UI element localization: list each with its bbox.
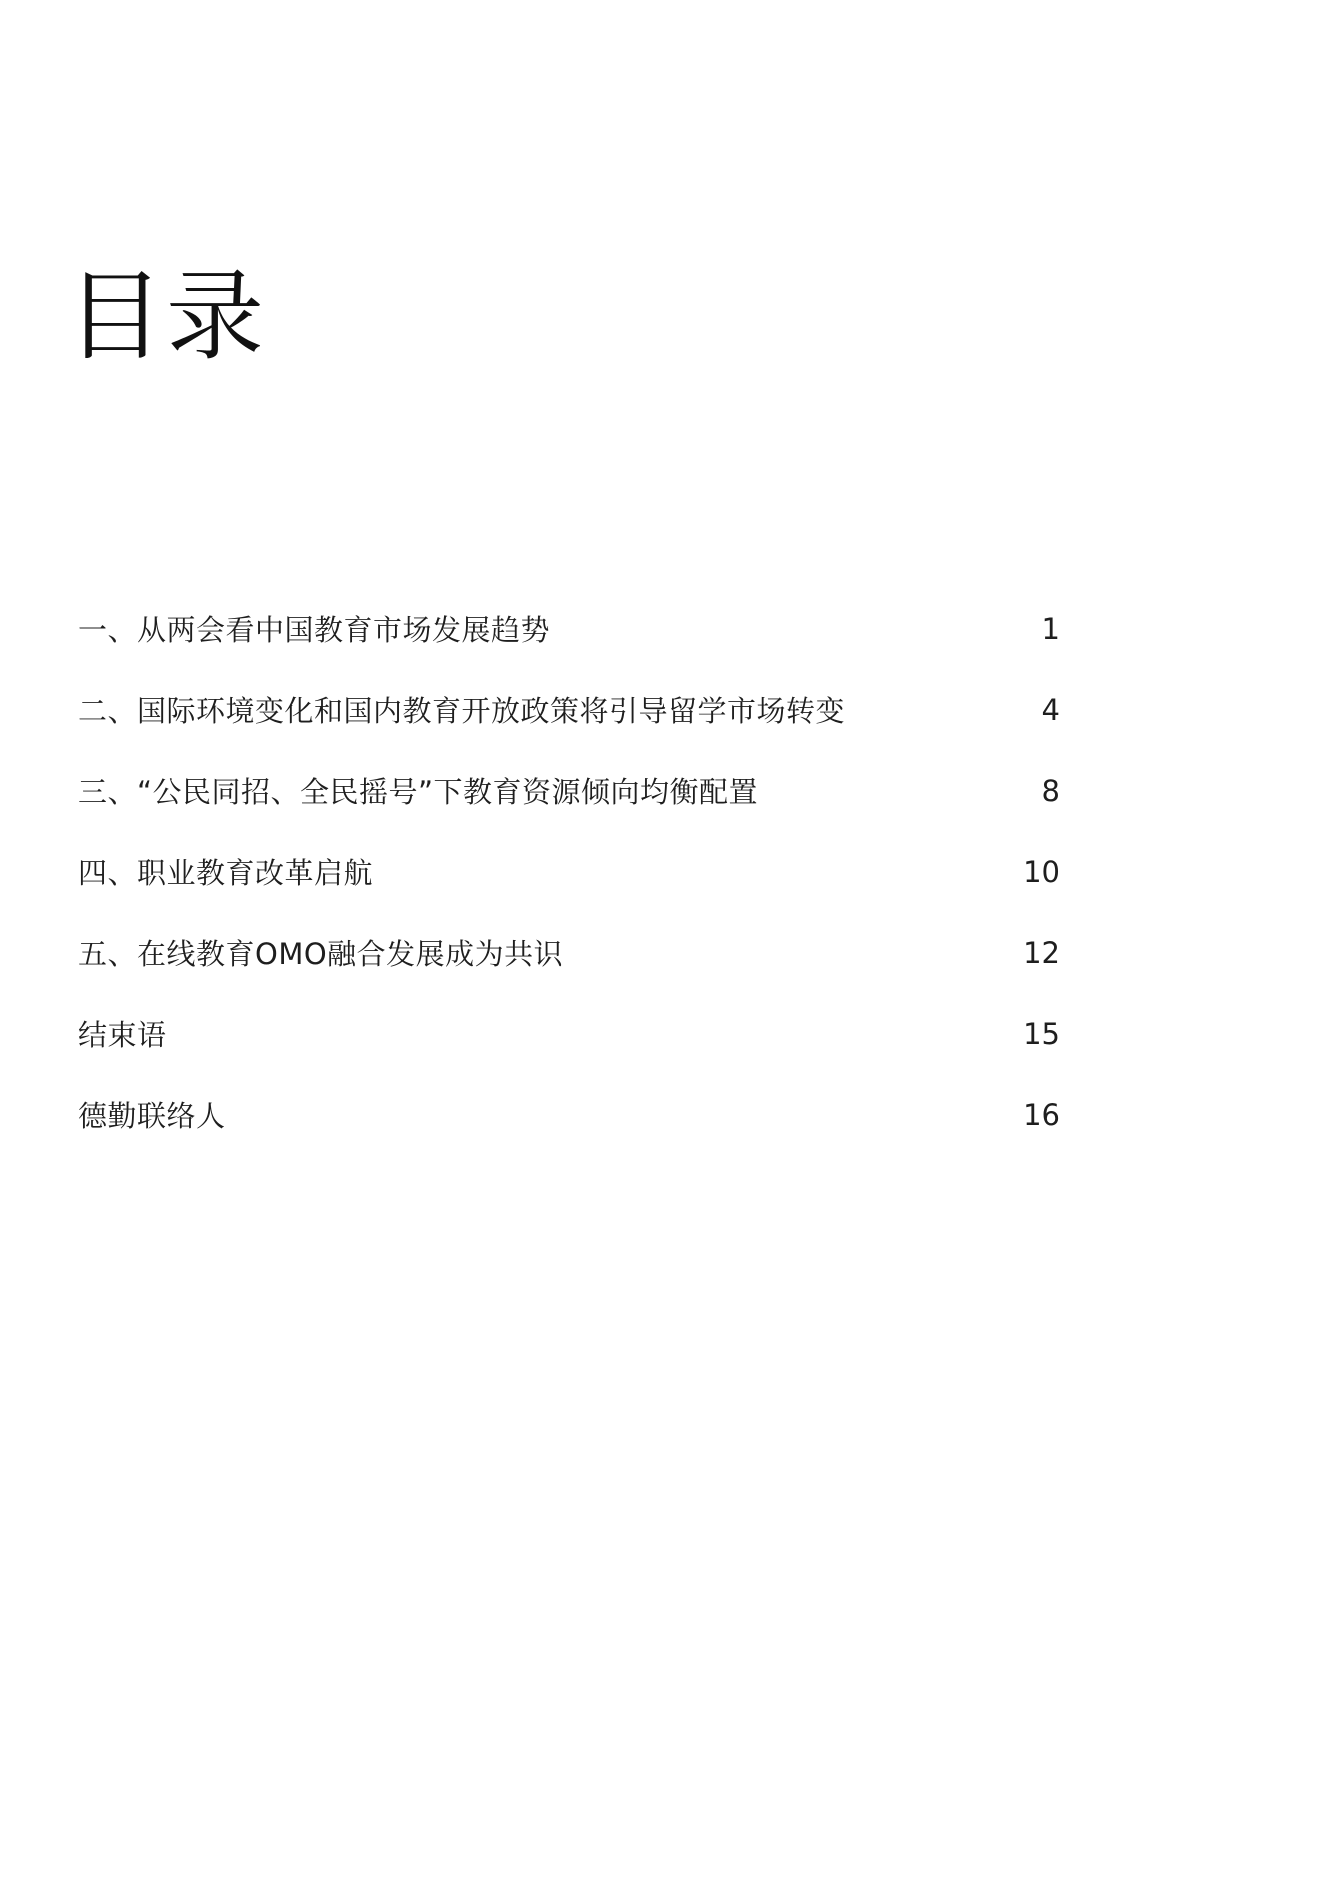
toc-entry-page-number: 16 <box>1023 1097 1060 1132</box>
toc-entry[interactable] <box>78 1074 1060 1155</box>
toc-entry-page-number: 1 <box>1041 611 1060 646</box>
toc-entry[interactable] <box>78 831 1060 912</box>
toc-entry-label: 五、在线教育OMO融合发展成为共识 <box>78 937 564 971</box>
toc-entry-label: 结束语 <box>78 1018 167 1052</box>
toc-entry[interactable] <box>78 669 1060 750</box>
toc-entry-page-number: 10 <box>1023 854 1060 889</box>
page-title: 目录 <box>66 260 267 374</box>
toc-entry-page-number: 12 <box>1023 935 1060 970</box>
toc-entry[interactable] <box>78 750 1060 831</box>
toc-entry-label: 四、职业教育改革启航 <box>78 856 374 890</box>
toc-entry-label: 德勤联络人 <box>78 1099 226 1133</box>
toc-entry-page-number: 4 <box>1041 692 1060 727</box>
table-of-contents <box>78 588 1060 1155</box>
toc-entry-label: 一、从两会看中国教育市场发展趋势 <box>78 613 551 647</box>
toc-entry-page-number: 8 <box>1041 773 1060 808</box>
toc-entry-label: 三、“公民同招、全民摇号”下教育资源倾向均衡配置 <box>78 775 759 809</box>
toc-entry[interactable] <box>78 588 1060 669</box>
toc-entry[interactable] <box>78 993 1060 1074</box>
toc-entry[interactable] <box>78 912 1060 993</box>
toc-entry-label: 二、国际环境变化和国内教育开放政策将引导留学市场转变 <box>78 694 846 728</box>
toc-entry-page-number: 15 <box>1023 1016 1060 1051</box>
